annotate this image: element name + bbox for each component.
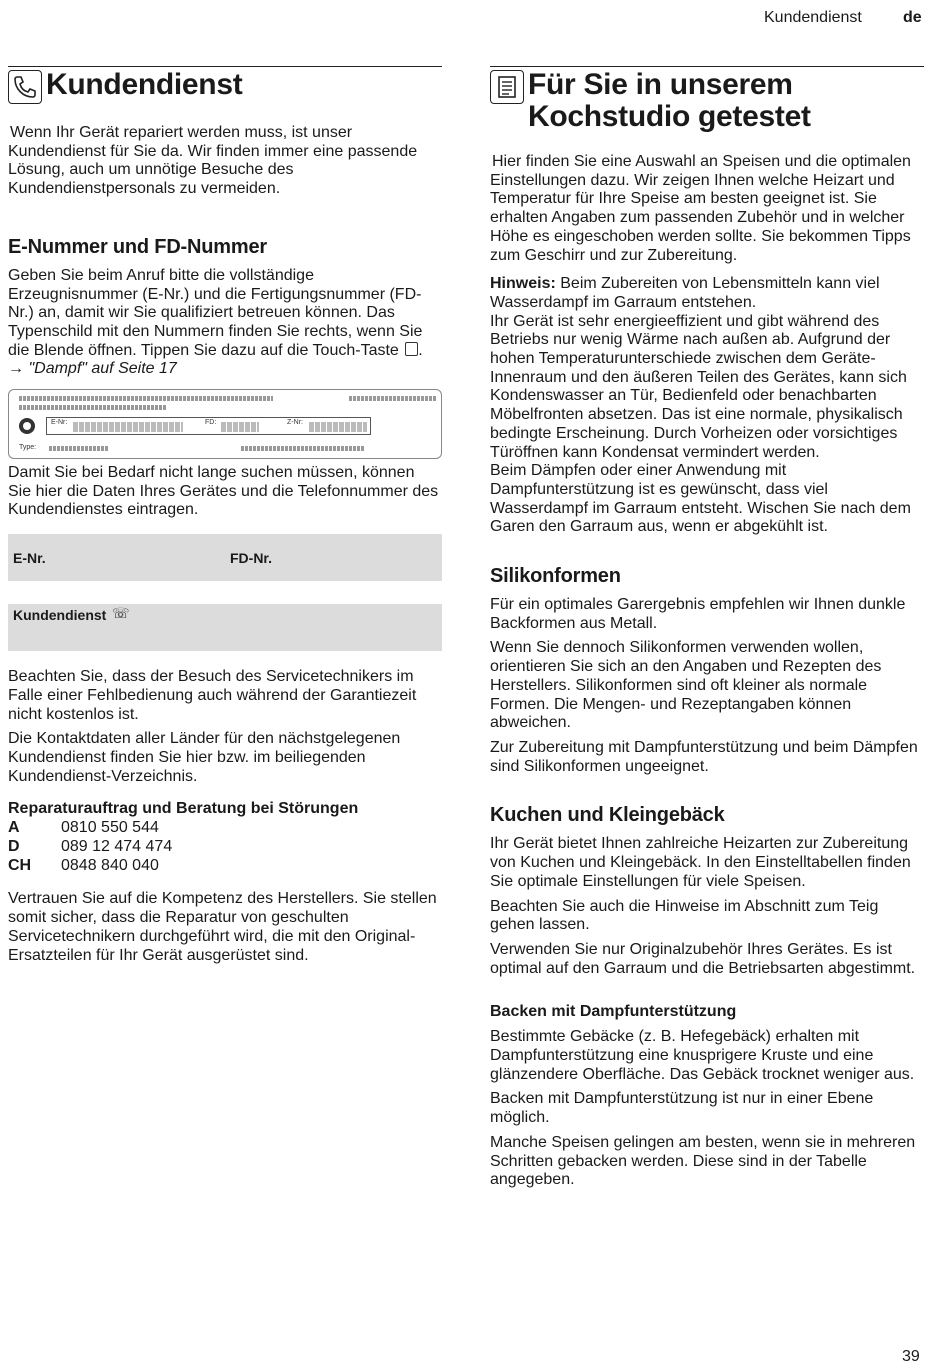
nameplate-fd-label: FD: — [205, 419, 217, 427]
kuchen-paragraph-2: Beachten Sie auch die Hinweise im Abschnitt zum Teig gehen lassen. — [490, 897, 879, 934]
nameplate-znr-label: Z-Nr: — [287, 419, 303, 427]
contact-row — [8, 857, 442, 876]
section-title-silikonformen: Silikonformen — [490, 565, 621, 588]
backen-title: Backen mit Dampfunterstützung — [490, 1003, 737, 1021]
e-nummer-paragraph: Geben Sie beim Anruf bitte die vollständige Erzeugnisnummer (E-Nr.) und die Fertigungsnummer (FD-Nr.) an, damit wir Sie qualifiziert betreuen können. Das Typenschild mit den Nummern finden Sie rechts, wenn Sie die Blende öffnen. Tippen Sie dazu auf die Touch-Taste . → "Dampf" auf Seite 17 — [8, 266, 423, 378]
section-title-e-nummer: E-Nummer und FD-Nummer — [8, 235, 267, 258]
nameplate-illustration — [8, 389, 442, 459]
silikon-paragraph-2: Wenn Sie dennoch Silikonformen verwenden wollen, orientieren Sie sich an den Angaben und Rezepten des Herstellers. Silikonformen sind oft kleiner als normale Formen. Die Mengen- und Rezeptangaben können abweichen. — [490, 639, 882, 732]
hint-paragraph-2: Ihr Gerät ist sehr energieeffizient und gibt während des Betriebs nur wenig Wärme nach außen ab. Aufgrund der hohen Temperaturunterschiede zwischen dem Geräte-Innenraum und den äußeren Teilen des Gerätes, kann sich Kondenswasser an Tür, Bedienfeld oder benachbarten Möbelfronten absetzen. Das ist eine normale, physikalisch bedingte Erscheinung. Durch Vorheizen oder vorsichtiges Türöffnen kann Kondensat vermindert werden. — [490, 312, 907, 461]
page-number: 39 — [902, 1348, 920, 1365]
page-reference-link[interactable]: "Dampf" auf Seite 17 — [28, 360, 177, 378]
silikon-paragraph-3: Zur Zubereitung mit Dampfunterstützung und beim Dämpfen sind Silikonformen ungeeignet. — [490, 738, 918, 775]
contact-phone: 0848 840 040 — [61, 856, 159, 874]
trust-paragraph: Vertrauen Sie auf die Kompetenz des Herstellers. Sie stellen somit sicher, dass die Reparatur von geschulten Servicetechnikern durchgeführt wird, die mit den Original-Ersatzteilen für Ihr Gerät ausgerüstet sind. — [8, 890, 437, 964]
form-kundendienst-label: Kundendienst — [13, 607, 107, 624]
chapter-heading-kundendienst — [8, 66, 442, 104]
form-fdnr-label: FD-Nr. — [230, 550, 272, 567]
contact-table — [8, 819, 442, 875]
brand-logo-icon — [19, 418, 35, 434]
intro-paragraph: Hier finden Sie eine Auswahl an Speisen und die optimalen Einstellungen dazu. Wir zeigen Ihnen welche Heizart und Temperatur für Ihre Speise am besten geeignet ist. Sie erhalten Angaben zum passenden Zubehör und in welcher Höhe es eingeschoben werden sollte. Sie bekommen Tipps zum Geschirr und zur Zubereitung. — [490, 153, 911, 264]
service-cost-paragraph: Beachten Sie, dass der Besuch des Servicetechnikers im Falle einer Fehlbedienung auch während der Garantiezeit nicht kostenlos ist. — [8, 668, 417, 723]
nameplate-enr-label: E-Nr: — [51, 419, 68, 427]
nameplate-type-label: Type: — [19, 444, 37, 452]
telephone-icon: ☏ — [112, 605, 130, 622]
contact-phone: 0810 550 544 — [61, 819, 159, 837]
device-number-form — [8, 534, 442, 581]
e-nummer-text: Geben Sie beim Anruf bitte die vollständige Erzeugnisnummer (E-Nr.) und die Fertigungsnummer (FD-Nr.) an, damit wir Sie qualifiziert betreuen können. Das Typenschild mit den Nummern finden Sie rechts, wenn Sie die Blende öffnen. Tippen Sie dazu auf die Touch-Taste — [8, 266, 423, 359]
chapter-title: Kundendienst — [46, 68, 243, 101]
document-icon — [490, 70, 524, 104]
contact-paragraph: Die Kontaktdaten aller Länder für den nächstgelegenen Kundendienst finden Sie hier bzw. im beiliegenden Kundendienst-Verzeichnis. — [8, 730, 401, 785]
kuchen-paragraph-3: Verwenden Sie nur Originalzubehör Ihres Gerätes. Es ist optimal auf den Garraum und die Betriebsarten abgestimmt. — [490, 940, 916, 977]
device-data-paragraph: Damit Sie bei Bedarf nicht lange suchen müssen, können Sie hier die Daten Ihres Gerätes und die Telefonnummer des Kundendienstes eintragen. — [8, 464, 439, 519]
hint-label: Hinweis: — [490, 275, 556, 293]
form-enr-label: E-Nr. — [13, 550, 46, 567]
service-phone-form — [8, 604, 442, 651]
repair-order-title: Reparaturauftrag und Beratung bei Störungen — [8, 800, 359, 818]
intro-paragraph: Wenn Ihr Gerät repariert werden muss, ist unser Kundendienst für Sie da. Wir finden immer eine passende Lösung, auch um unnötige Besuche des Kundendienstpersonals zu vermeiden. — [8, 124, 418, 198]
chapter-heading-kochstudio — [490, 66, 924, 133]
reference-arrow: → — [8, 360, 24, 378]
right-column — [490, 66, 924, 1190]
contact-phone: 089 12 474 474 — [61, 838, 173, 856]
touch-key-icon — [405, 342, 418, 356]
running-header-language: de — [903, 9, 922, 26]
section-title-kuchen: Kuchen und Kleingebäck — [490, 804, 725, 827]
running-header-section: Kundendienst — [764, 9, 862, 26]
phone-icon — [8, 70, 42, 104]
contact-country: D — [8, 838, 20, 856]
hint-text: Beim Zubereiten von Lebensmitteln kann viel Wasserdampf im Garraum entstehen. — [490, 275, 880, 311]
nameplate-number-box — [46, 417, 371, 435]
contact-country: CH — [8, 856, 32, 874]
contact-row — [8, 819, 442, 838]
kuchen-paragraph-1: Ihr Gerät bietet Ihnen zahlreiche Heizarten zur Zubereitung von Kuchen und Kleingebäck. In den Einstelltabellen finden Sie optimale Einstellungen für viele Speisen. — [490, 835, 911, 890]
hint-paragraph — [490, 275, 924, 312]
backen-paragraph-3: Manche Speisen gelingen am besten, wenn sie in mehreren Schritten gebacken werden. Diese sind in der Tabelle angegeben. — [490, 1133, 916, 1189]
left-column — [8, 66, 442, 965]
silikon-paragraph-1: Für ein optimales Garergebnis empfehlen wir Ihnen dunkle Backformen aus Metall. — [490, 596, 906, 632]
contact-row — [8, 838, 442, 857]
chapter-title: Für Sie in unserem Kochstudio getestet — [528, 68, 811, 133]
hint-paragraph-3: Beim Dämpfen oder einer Anwendung mit Dampfunterstützung ist es gewünscht, dass viel Wasserdampf im Garraum entsteht. Wischen Sie nach dem Garen den Garraum aus, wenn er abgekühlt ist. — [490, 462, 911, 536]
contact-country: A — [8, 819, 20, 837]
backen-paragraph-2: Backen mit Dampfunterstützung ist nur in einer Ebene möglich. — [490, 1090, 874, 1127]
backen-paragraph-1: Bestimmte Gebäcke (z. B. Hefegebäck) erhalten mit Dampfunterstützung eine knusprigere Kruste und eine glänzendere Oberfläche. Das Gebäck trocknet weniger aus. — [490, 1028, 915, 1083]
